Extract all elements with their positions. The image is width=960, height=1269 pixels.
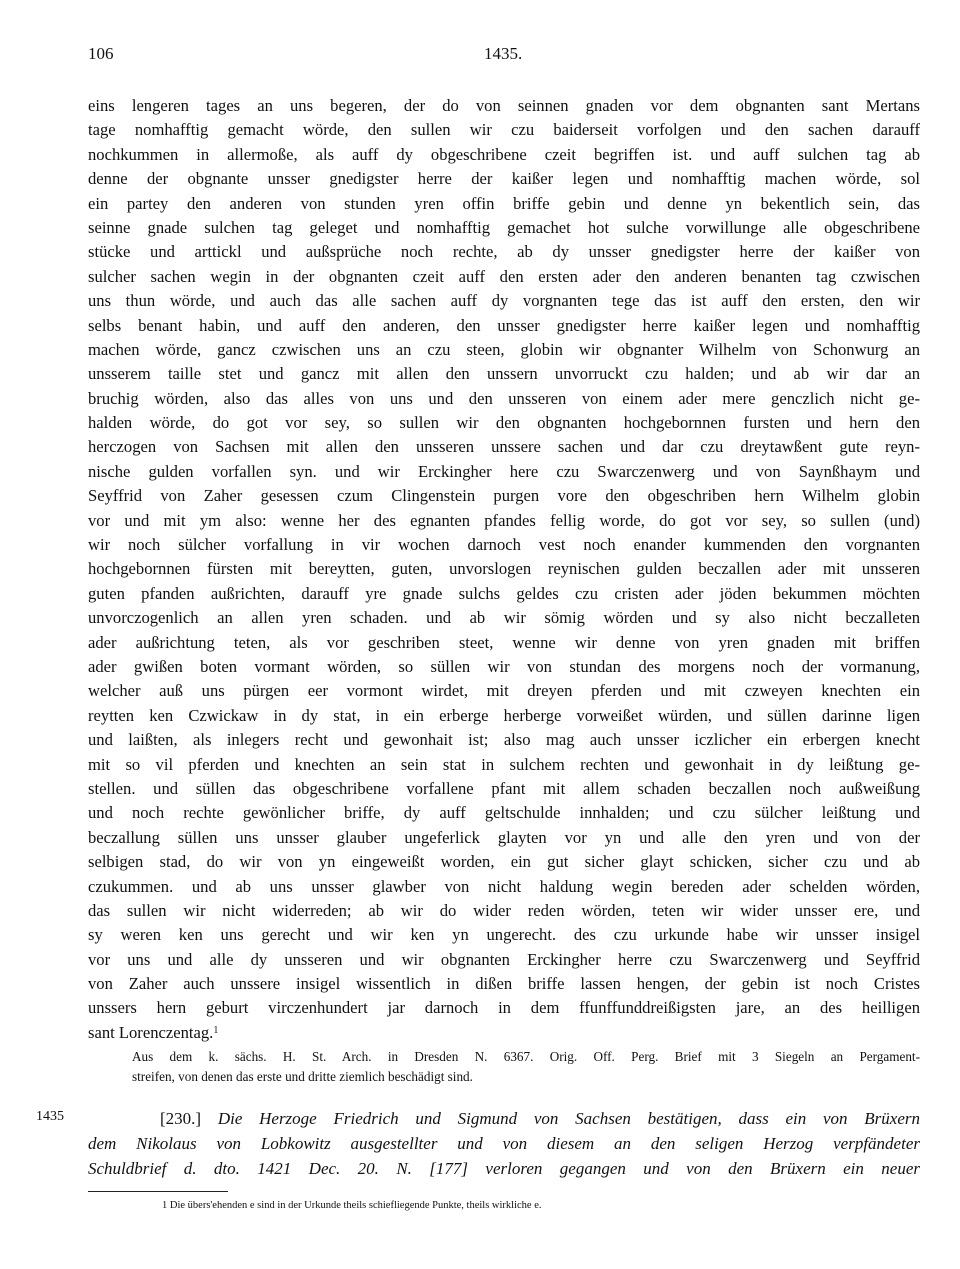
- footnote-text: Die übers'ehenden e sind in der Urkunde theils schiefliegende Punkte, theils wirkliche e.: [169, 1200, 542, 1211]
- body-line: unsserem taille stet und gancz mit allen den unssern unvorruckt czu halden; und ab wir dar an: [88, 364, 920, 384]
- body-line: czukummen. und ab uns unsser glawber von nicht haldung wegin bereden ader schelden wörden,: [88, 876, 920, 896]
- body-line: ader gwißen boten vormant wörden, so süllen wir von stundan des morgens noch der vormanung,: [88, 656, 920, 676]
- source-note-line: streifen, von denen das erste und dritte ziemlich beschädigt sind.: [132, 1069, 473, 1084]
- body-line: beczallung süllen uns unsser glauber ungeferlick glayten vor yn und alle den yren und von der: [88, 827, 920, 847]
- body-line: sulcher sachen wegin in der obgnanten czeit auff den ersten ader den anderen benanten tag czwischen: [88, 266, 920, 286]
- body-line: stellen. und süllen das obgeschribene vorfallene pfant mit allem schaden beczallen noch außweißung: [88, 778, 920, 798]
- regest-first-line-text: Die Herzoge Friedrich und Sigmund von Sachsen bestätigen, dass ein von Brüxern: [217, 1109, 920, 1128]
- body-line: ein partey den anderen von stunden yren offin briffe gebin und denne yn bekentlich sein, das: [88, 193, 920, 213]
- regest-line: dem Nikolaus von Lobkowitz ausgestellter und von diesem an den seligen Herzog verpfändeter: [88, 1134, 920, 1153]
- body-line: stücke und arttickl und außsprüche noch rechte, ab dy unsser gnedigster herre der kaißer von: [88, 242, 920, 262]
- body-line: nische gulden vorfallen syn. und wir Erckingher here czu Swarczenwerg und von Saynßhaym und: [88, 461, 920, 481]
- footnote-reference[interactable]: 1: [213, 1024, 219, 1036]
- body-line: uns thun wörde, und auch das alle sachen auff dy vorgnanten tege das ist auff den ersten, den wir: [88, 291, 920, 311]
- body-line: ader außrichtung teten, als vor geschriben steet, wenne wir denne von yren gnaden mit briffen: [88, 632, 920, 652]
- body-line: hochgebornnen fürsten mit bereytten, guten, unvorslogen reynischen gulden beczallen ader mit unsseren: [88, 559, 920, 579]
- source-note-line: Aus dem k. sächs. H. St. Arch. in Dresden N. 6367. Orig. Off. Perg. Brief mit 3 Siegeln an Pergament-: [132, 1049, 920, 1064]
- body-line: eins lengeren tages an uns begeren, der do von seinnen gnaden vor dem obgnanten sant Mertans: [88, 96, 920, 115]
- body-line: das sullen wir nicht widerreden; ab wir do wider reden wörden, teten wir wider unsser ere, und: [88, 900, 920, 920]
- body-line: und laißten, als inlegers recht und gewonhait ist; also mag auch unsser iczlicher ein erbergen knecht: [88, 730, 920, 750]
- body-line: machen wörde, gancz czwischen uns an czu steen, globin wir obgnanter Wilhelm von Schonwurg an: [88, 339, 920, 359]
- body-line: tage nomhafftig gemacht wörde, den sullen wir czu baiderseit vorfolgen und den sachen darauff: [88, 120, 920, 140]
- body-line: vor uns und alle dy unsseren und wir obgnanten Erckingher herre czu Swarczenwerg und Seyffrid: [88, 949, 920, 969]
- body-line: denne der obgnante unsser gnedigster herre der kaißer legen und nomhafftig machen wörde, sol: [88, 169, 920, 189]
- body-line: selbigen stad, do wir von yn eingeweißt worden, ein gut sicher glayt schicken, sicher czu und ab: [88, 852, 920, 872]
- page-header: [88, 44, 920, 68]
- footnote-divider: [88, 1191, 228, 1192]
- body-line: reytten ken Czwickaw in dy stat, in ein erberge herberge vorweißet würden, und süllen darinne ligen: [88, 705, 920, 725]
- regest-first-line: [88, 1106, 920, 1131]
- body-line: seinne gnade sulchen tag geleget und nomhafftig gemachet hot sulche vorwillunge alle obgeschribene: [88, 217, 920, 237]
- document-number: [230.]: [160, 1109, 202, 1128]
- body-line: und noch rechte gewönlicher briffe, dy auff geltschulde innhalden; und czu sülcher leißtung und: [88, 803, 920, 823]
- body-line: selbs benant habin, und auff den anderen, den unsser gnedigster herre kaißer legen und nomhafftig: [88, 315, 920, 335]
- page-number: 106: [88, 44, 114, 63]
- closing-line-text: sant Lorenczentag.: [88, 1022, 214, 1042]
- body-line: nochkummen in allermoße, als auff dy obgeschribene czeit begriffen ist. und auff sulchen tag ab: [88, 144, 920, 164]
- body-line: vor und mit ym also: wenne her des egnanten pfandes fellig worde, do got vor sey, so sullen (und): [88, 510, 920, 530]
- footnote: [162, 1200, 542, 1211]
- body-line: unssers hern geburt virczenhundert jar darnoch in dem ffunffunddreißigsten jare, an des heilligen: [88, 998, 920, 1018]
- body-line: guten pfanden außrichten, darauff yre gnade sulchs geldes czu cristen ader jöden bekummen möchten: [88, 583, 920, 603]
- body-line: Seyffrid von Zaher gesessen czum Clingenstein purgen vore den obgeschriben hern Wilhelm globin: [88, 486, 920, 506]
- margin-year: 1435: [36, 1109, 64, 1124]
- body-line: sy weren ken uns gerecht und wir ken yn ungerecht. des czu urkunde habe wir unsser insigel: [88, 925, 920, 945]
- footnote-marker: 1: [162, 1200, 168, 1211]
- document-body-text: [88, 94, 920, 1045]
- running-head-year: 1435.: [484, 44, 523, 63]
- body-line: bruchig wörden, also das alles von uns und den unsseren von einem ader mere genczlich nicht ge-: [88, 388, 920, 408]
- body-line: mit so vil pferden und knechten an sein stat in sulchem rechten und gewonhait in dy leißtung ge-: [88, 754, 920, 774]
- body-line: welcher auß uns pürgen eer vormont wirdet, mit dreyen pferden und mit czweyen knechten ein: [88, 681, 920, 701]
- regest-line: Schuldbrief d. dto. 1421 Dec. 20. N. [177] verloren gegangen und von den Brüxern ein neuer: [88, 1159, 920, 1178]
- body-line: von Zaher auch unssere insigel wissentlich in dißen briffe lassen hengen, der gebin ist noch Cristes: [88, 974, 920, 994]
- body-line: herczogen von Sachsen mit allen den unsseren unssere sachen und dar czu dreytawßent gute reyn-: [88, 437, 920, 457]
- body-line: unvorczogenlich an allen yren schaden. und ab wir sömig wörden und sy also nicht beczalleten: [88, 608, 920, 628]
- body-line: wir noch sülcher vorfallung in vir wochen darnoch vest noch enander kummenden den vorgnanten: [88, 535, 920, 555]
- body-closing-line: [88, 1021, 920, 1045]
- document-regest: [88, 1106, 920, 1181]
- archival-source-note: [132, 1047, 920, 1087]
- body-line: halden wörde, do got vor sey, so sullen wir den obgnanten hochgebornnen fursten und hern den: [88, 413, 920, 433]
